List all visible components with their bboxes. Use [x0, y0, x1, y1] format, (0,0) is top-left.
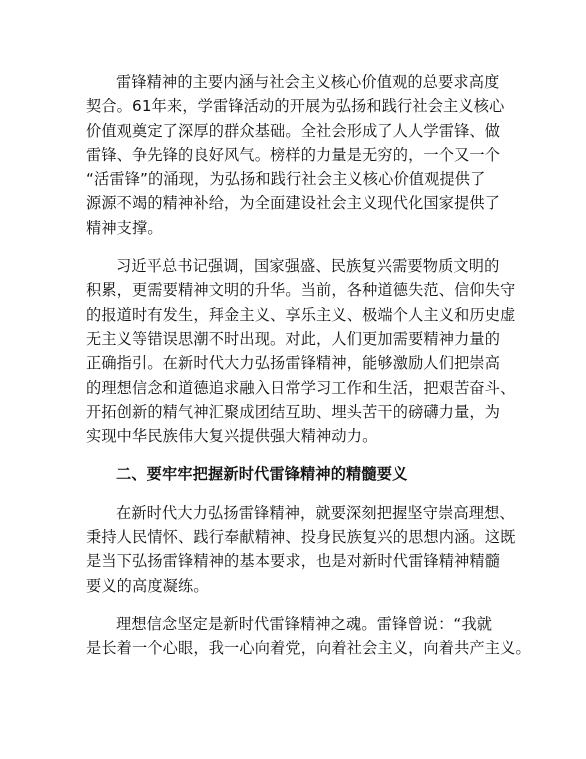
paragraph-3	[86, 501, 518, 598]
text-line: 的报道时有发生，拜金主义、享乐主义、极端个人主义和历史虚	[86, 305, 516, 324]
text-line: 是当下弘扬雷锋精神的基本要求，也是对新时代雷锋精神精髓	[86, 552, 501, 571]
text-line: 积累，更需要精神文明的升华。当前，各种道德失范、信仰失守	[86, 281, 516, 300]
text-line: 实现中华民族伟大复兴提供强大精神动力。	[86, 427, 378, 446]
paragraph-spacer	[86, 240, 518, 254]
text-line: 在新时代大力弘扬雷锋精神，就要深刻把握坚守崇高理想、	[116, 503, 515, 522]
paragraph-4	[86, 612, 531, 661]
text-line: 精神支撑。	[86, 218, 163, 237]
section-heading-2	[86, 462, 518, 486]
text-line: “活雷锋”的涌现，为弘扬和践行社会主义核心价值观提供了	[86, 170, 486, 189]
text-line: 开拓创新的精气神汇聚成团结互助、埋头苦干的磅礴力量，为	[86, 402, 501, 421]
text-line: 理想信念坚定是新时代雷锋精神之魂。雷锋曾说：“我就	[116, 614, 493, 633]
document-body	[86, 70, 531, 661]
text-line: 正确指引。在新时代大力弘扬雷锋精神，能够激励人们把崇高	[86, 354, 501, 373]
text-line: 契合。61年来，学雷锋活动的开展为弘扬和践行社会主义核心	[86, 97, 505, 116]
text-line: 无主义等错误思潮不时出现。对此，人们更加需要精神力量的	[86, 329, 501, 348]
text-line: 源源不竭的精神补给，为全面建设社会主义现代化国家提供了	[86, 194, 501, 213]
text-line: 雷锋、争先锋的良好风气。榜样的力量是无穷的，一个又一个	[86, 145, 501, 164]
text-line: 习近平总书记强调，国家强盛、民族复兴需要物质文明的	[116, 257, 500, 276]
text-line: 价值观奠定了深厚的群众基础。全社会形成了人人学雷锋、做	[86, 121, 501, 140]
text-line: 雷锋精神的主要内涵与社会主义核心价值观的总要求高度	[116, 73, 500, 91]
paragraph-spacer	[86, 487, 518, 501]
section-heading: 二、要牢牢把握新时代雷锋精神的精髓要义	[116, 465, 408, 484]
text-line: 秉持人民情怀、践行奉献精神、投身民族复兴的思想内涵。这既	[86, 528, 516, 547]
text-line: 要义的高度凝练。	[86, 576, 209, 595]
paragraph-spacer	[86, 598, 518, 612]
paragraph-spacer	[86, 448, 518, 462]
paragraph-2	[86, 254, 518, 448]
text-line: 的理想信念和道德追求融入日常学习工作和生活，把艰苦奋斗、	[86, 378, 516, 397]
text-line: 是长着一个心眼，我一心向着党，向着社会主义，向着共产主义。	[86, 639, 531, 658]
paragraph-1	[86, 70, 518, 240]
